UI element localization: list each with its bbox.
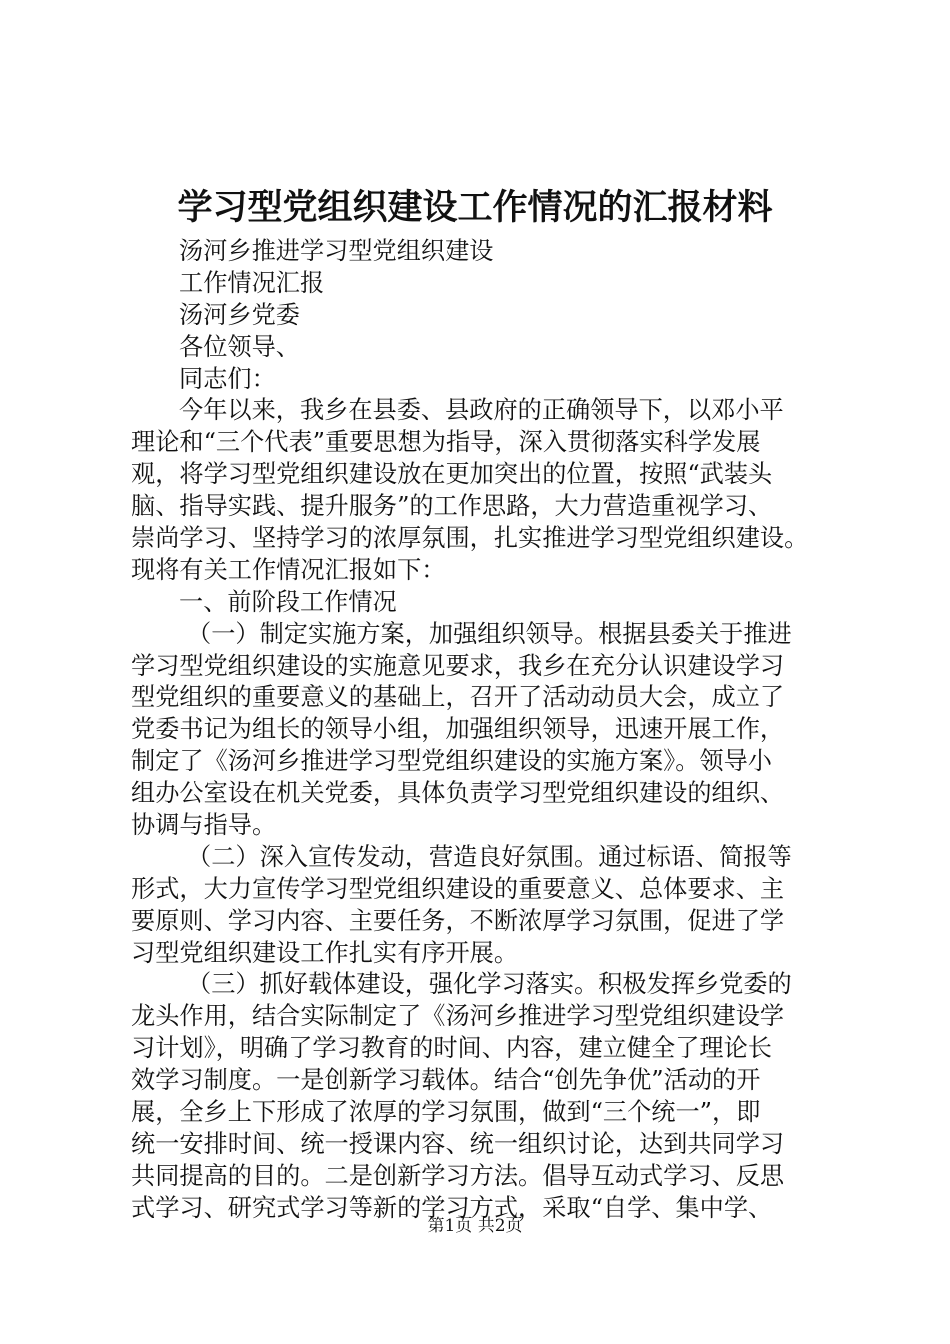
body-line: 要原则、学习内容、主要任务，不断浓厚学习氛围，促进了学 <box>131 906 785 935</box>
body-line: 型党组织的重要意义的基础上，召开了活动动员大会，成立了 <box>131 683 785 712</box>
document-body <box>131 236 836 1225</box>
body-line: 习计划》，明确了学习教育的时间、内容，建立健全了理论长 <box>131 1034 772 1063</box>
body-line: 效学习制度。一是创新学习载体。结合“创先争优”活动的开 <box>131 1066 761 1095</box>
body-line: 现将有关工作情况汇报如下： <box>131 555 446 584</box>
body-line: 今年以来，我乡在县委、县政府的正确领导下，以邓小平 <box>179 396 784 425</box>
body-line: 各位领导、 <box>179 332 300 361</box>
body-line: 形式，大力宣传学习型党组织建设的重要意义、总体要求、主 <box>131 874 785 903</box>
body-line: 共同提高的目的。二是创新学习方法。倡导互动式学习、反思 <box>131 1161 785 1190</box>
section-heading: 一、前阶段工作情况 <box>179 587 397 616</box>
body-line: 脑、指导实践、提升服务”的工作思路，大力营造重视学习、 <box>131 492 773 521</box>
body-line: 展，全乡上下形成了浓厚的学习氛围，做到“三个统一”，即 <box>131 1098 761 1127</box>
body-line: 汤河乡党委 <box>179 300 300 329</box>
body-line: 习型党组织建设工作扎实有序开展。 <box>131 938 519 967</box>
body-line: （二）深入宣传发动，营造良好氛围。通过标语、简报等 <box>187 842 792 871</box>
page-footer: 第1页 共2页 <box>427 1216 523 1236</box>
body-line: 式学习、研究式学习等新的学习方式，采取“自学、集中学、 <box>131 1193 773 1222</box>
body-line: 统一安排时间、统一授课内容、统一组织讨论，达到共同学习 <box>131 1129 785 1158</box>
body-line: 工作情况汇报 <box>179 268 325 297</box>
body-line: 学习型党组织建设的实施意见要求，我乡在充分认识建设学习 <box>131 651 785 680</box>
body-line: 汤河乡推进学习型党组织建设 <box>179 237 494 265</box>
body-line: 观，将学习型党组织建设放在更加突出的位置，按照“武装头 <box>131 460 773 489</box>
body-line: 同志们： <box>179 364 276 393</box>
body-line: 制定了《汤河乡推进学习型党组织建设的实施方案》。领导小 <box>131 747 772 776</box>
body-line: 组办公室设在机关党委，具体负责学习型党组织建设的组织、 <box>131 779 785 808</box>
body-line: 理论和“三个代表”重要思想为指导，深入贯彻落实科学发展 <box>131 428 761 457</box>
body-line: （一）制定实施方案，加强组织领导。根据县委关于推进 <box>187 619 792 648</box>
body-line: （三）抓好载体建设，强化学习落实。积极发挥乡党委的 <box>187 970 792 999</box>
document-title: 学习型党组织建设工作情况的汇报材料 <box>177 188 773 228</box>
body-line: 党委书记为组长的领导小组，加强组织领导，迅速开展工作， <box>131 715 785 744</box>
body-line: 崇尚学习、坚持学习的浓厚氛围，扎实推进学习型党组织建设。 <box>131 524 809 553</box>
body-line: 龙头作用，结合实际制定了《汤河乡推进学习型党组织建设学 <box>131 1002 785 1031</box>
body-line: 协调与指导。 <box>131 811 277 840</box>
